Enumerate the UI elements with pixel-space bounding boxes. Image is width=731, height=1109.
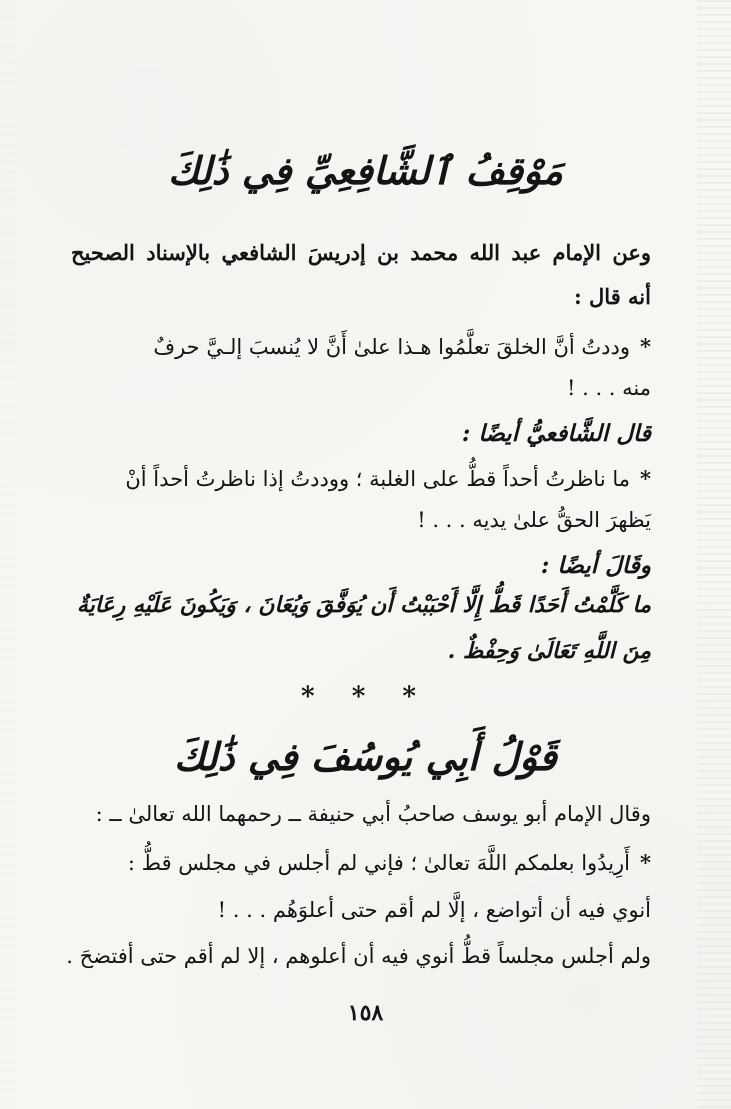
quote-3-line-2: مِنَ اللَّهِ تَعَالَىٰ وَحِفْظٌ . xyxy=(447,638,651,664)
intro-line-2: أنه قال : xyxy=(573,284,651,309)
section-heading-shafii: مَوْقِفُ ٱلشَّافِعِيِّ فِي ذَٰلِكَ xyxy=(167,148,564,193)
bullet-star: * xyxy=(640,466,651,491)
section-separator: * * * xyxy=(301,682,430,712)
abu-yusuf-intro: وقال الإمام أبو يوسف صاحبُ أبي حنيفة ــ رحمهما الله تعالىٰ ــ : xyxy=(95,802,651,826)
intro-line-1: وعن الإمام عبد الله محمد بن إدريسَ الشافعي بالإسناد الصحيح xyxy=(71,240,651,265)
label-shafii-also: قال الشَّافعيُّ أيضًا : xyxy=(461,420,651,447)
quote-1-line-2: منه . . . ! xyxy=(566,376,651,400)
quote-4-line-3: ولم أجلس مجلساً قطُّ أنوي فيه أن أعلوهم ، إلا لم أقم حتى أفتضحَ . xyxy=(66,944,651,968)
quote-2-line-1 xyxy=(53,466,651,491)
bullet-star: * xyxy=(640,850,651,875)
page-number: ١٥٨ xyxy=(347,1000,384,1026)
quote-1-line-1 xyxy=(53,334,651,359)
label-and-he-said: وقَالَ أيضًا : xyxy=(540,552,651,579)
quote-3-line-1: ما كَلَّمْتُ أَحَدًا قَطُّ إِلَّا أَحْبَبْتُ أَن يُوَفَّقَ وَيُعَانَ ، وَيَكُونَ عَلَيْهِ رِعَايَةٌ xyxy=(76,592,651,618)
bullet-star: * xyxy=(640,334,651,359)
quote-4-line-1 xyxy=(128,850,651,875)
quote-4-text: أَرِيدُوا بعلمكم اللَّهَ تعالىٰ ؛ فإني لم أجلس في مجلس قطُّ : xyxy=(127,851,631,875)
quote-1-text: وددتُ أنَّ الخلقَ تعلَّمُوا هـذا علىٰ أَنَّ لا يُنسبَ إلـيَّ حرفٌ xyxy=(153,335,631,359)
quote-2-text: ما ناظرتُ أحداً قطُّ على الغلبة ؛ ووددتُ إذا ناظرتُ أحداً أنْ xyxy=(125,467,631,491)
page-edge-right xyxy=(697,0,731,1109)
quote-4-line-2: أنوي فيه أن أتواضع ، إلَّا لم أقم حتى أعلوَهُم . . . ! xyxy=(217,898,651,922)
section-heading-abu-yusuf: قَوْلُ أَبِي يُوسُفَ فِي ذَٰلِكَ xyxy=(174,734,557,779)
quote-2-line-2: يَظهرَ الحقُّ علىٰ يديه . . . ! xyxy=(417,508,651,532)
page-edge-left xyxy=(0,0,18,1109)
